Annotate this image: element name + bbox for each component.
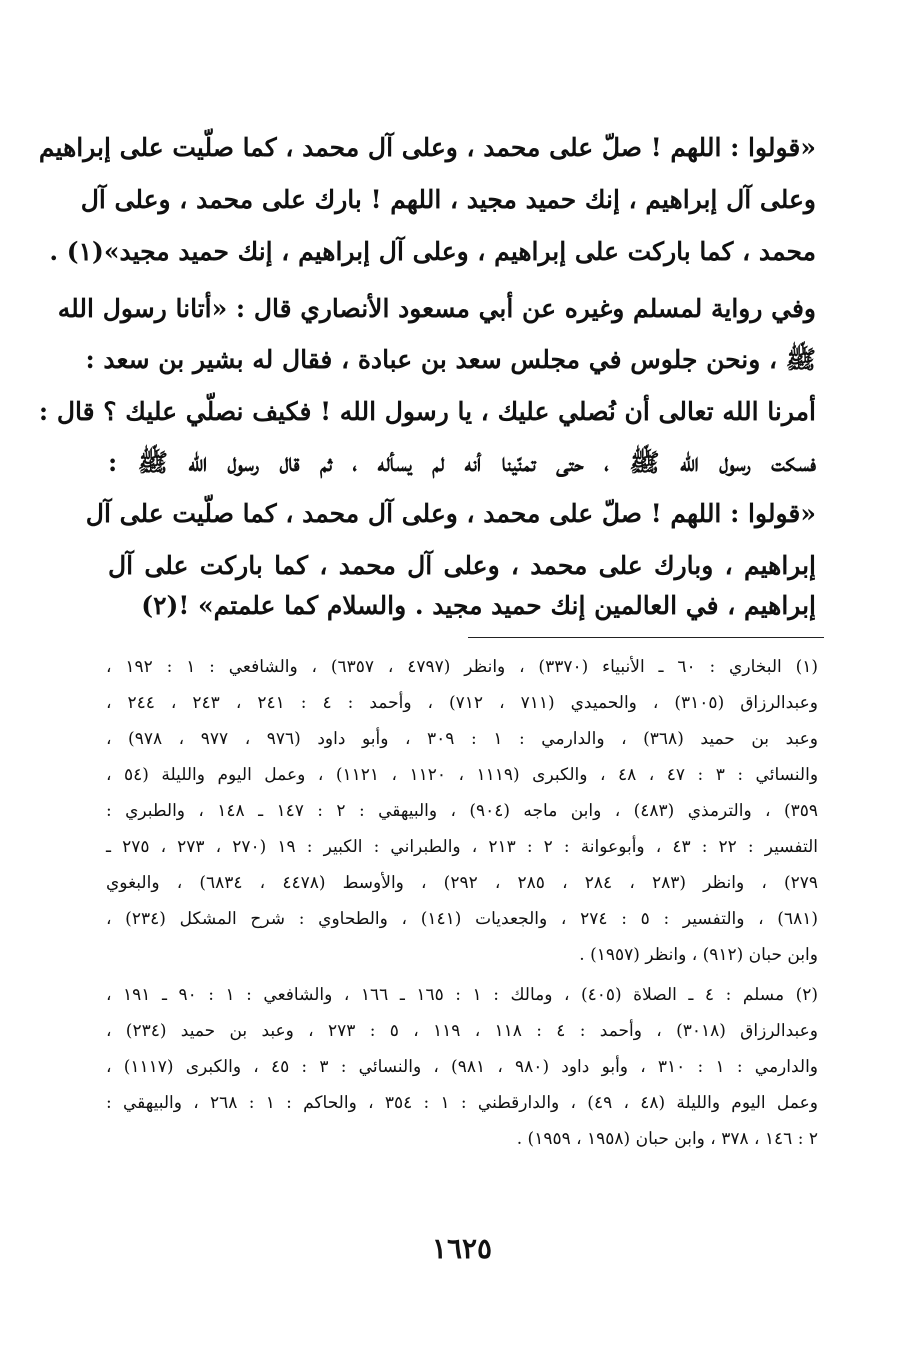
main-text-line: «قولوا : اللهم ! صلّ على محمد ، وعلى آل محمد ، كما صلّيت على إبراهيم: [38, 133, 816, 162]
footnote-line: ٣٥٩) ، والترمذي (٤٨٣) ، وابن ماجه (٩٠٤) ، والبيهقي : ٢ : ١٤٧ ـ ١٤٨ ، والطبري :: [106, 801, 818, 821]
main-text-line: ﷺ ، ونحن جلوس في مجلس سعد بن عبادة ، فقال له بشير بن سعد :: [85, 345, 816, 374]
footnote-line: التفسير : ٢٢ : ٤٣ ، وأبوعوانة : ٢ : ٢١٣ ، والطبراني : الكبير : ١٩ (٢٧٠ ، ٢٧٣ ، ٢٧٥ ـ: [106, 837, 819, 857]
footnote-line: ٢٧٩) ، وانظر (٢٨٣ ، ٢٨٤ ، ٢٨٥ ، ٢٩٢) ، والأوسط (٤٤٧٨ ، ٦٨٣٤) ، والبغوي: [106, 873, 819, 893]
main-text-line: وفي رواية لمسلم وغيره عن أبي مسعود الأنصاري قال : «أتانا رسول الله: [57, 294, 816, 323]
footnote-line: والدارمي : ١ : ٣١٠ ، وأبو داود (٩٨٠ ، ٩٨١) ، والنسائي : ٣ : ٤٥ ، والكبرى (١١١٧) ،: [106, 1057, 819, 1077]
footnote-line: وعمل اليوم والليلة (٤٨ ، ٤٩) ، والدارقطني : ١ : ٣٥٤ ، والحاكم : ١ : ٢٦٨ ، والبيهقي :: [106, 1093, 818, 1113]
footnote-line: (١) البخاري : ٦٠ ـ الأنبياء (٣٣٧٠) ، وانظر (٤٧٩٧ ، ٦٣٥٧) ، والشافعي : ١ : ١٩٢ ،: [106, 657, 819, 677]
page-number: ١٦٢٥: [431, 1232, 493, 1265]
footnote-line: وعبدالرزاق (٣٠١٨) ، وأحمد : ٤ : ١١٨ ، ١١٩ ، ٥ : ٢٧٣ ، وعبد بن حميد (٢٣٤) ،: [106, 1021, 818, 1041]
main-text-line: إبراهيم ، في العالمين إنك حميد مجيد . والسلام كما علمتم» !(٢): [141, 591, 816, 620]
main-text-line: محمد ، كما باركت على إبراهيم ، وعلى آل إبراهيم ، إنك حميد مجيد»(١) .: [49, 237, 816, 266]
footnote-separator: [468, 637, 824, 638]
main-text-line: إبراهيم ، وبارك على محمد ، وعلى آل محمد ، كما باركت على آل: [108, 551, 816, 580]
footnote-line: (٦٨١) ، والتفسير : ٥ : ٢٧٤ ، والجعديات (١٤١) ، والطحاوي : شرح المشكل (٢٣٤) ،: [106, 909, 818, 929]
footnote-line: (٢) مسلم : ٤ ـ الصلاة (٤٠٥) ، ومالك : ١ : ١٦٥ ـ ١٦٦ ، والشافعي : ١ : ٩٠ ـ ١٩١ ،: [106, 985, 818, 1005]
footnote-line: ٢ : ١٤٦ ، ٣٧٨ ، وابن حبان (١٩٥٨ ، ١٩٥٩) .: [516, 1129, 818, 1149]
main-text-line: أمرنا الله تعالى أن نُصلي عليك ، يا رسول الله ! فكيف نصلّي عليك ؟ قال :: [38, 397, 816, 426]
footnote-line: والنسائي : ٣ : ٤٧ ، ٤٨ ، والكبرى (١١١٩ ، ١١٢٠ ، ١١٢١) ، وعمل اليوم والليلة (٥٤ ،: [106, 765, 819, 785]
main-text-line: فسكت رسول الله ﷺ ، حتى تمنّينا أنه لم يسأله ، ثم قال رسول الله ﷺ :: [108, 448, 816, 477]
footnote-line: وعبد بن حميد (٣٦٨) ، والدارمي : ١ : ٣٠٩ ، وأبو داود (٩٧٦ ، ٩٧٧ ، ٩٧٨) ،: [106, 729, 818, 749]
main-text-line: «قولوا : اللهم ! صلّ على محمد ، وعلى آل محمد ، كما صلّيت على آل: [85, 499, 816, 528]
footnote-line: وعبدالرزاق (٣١٠٥) ، والحميدي (٧١١ ، ٧١٢) ، وأحمد : ٤ : ٢٤١ ، ٢٤٣ ، ٢٤٤ ،: [106, 693, 819, 713]
footnote-line: وابن حبان (٩١٢) ، وانظر (١٩٥٧) .: [579, 945, 818, 965]
main-text-line: وعلى آل إبراهيم ، إنك حميد مجيد ، اللهم ! بارك على محمد ، وعلى آل: [80, 185, 816, 214]
